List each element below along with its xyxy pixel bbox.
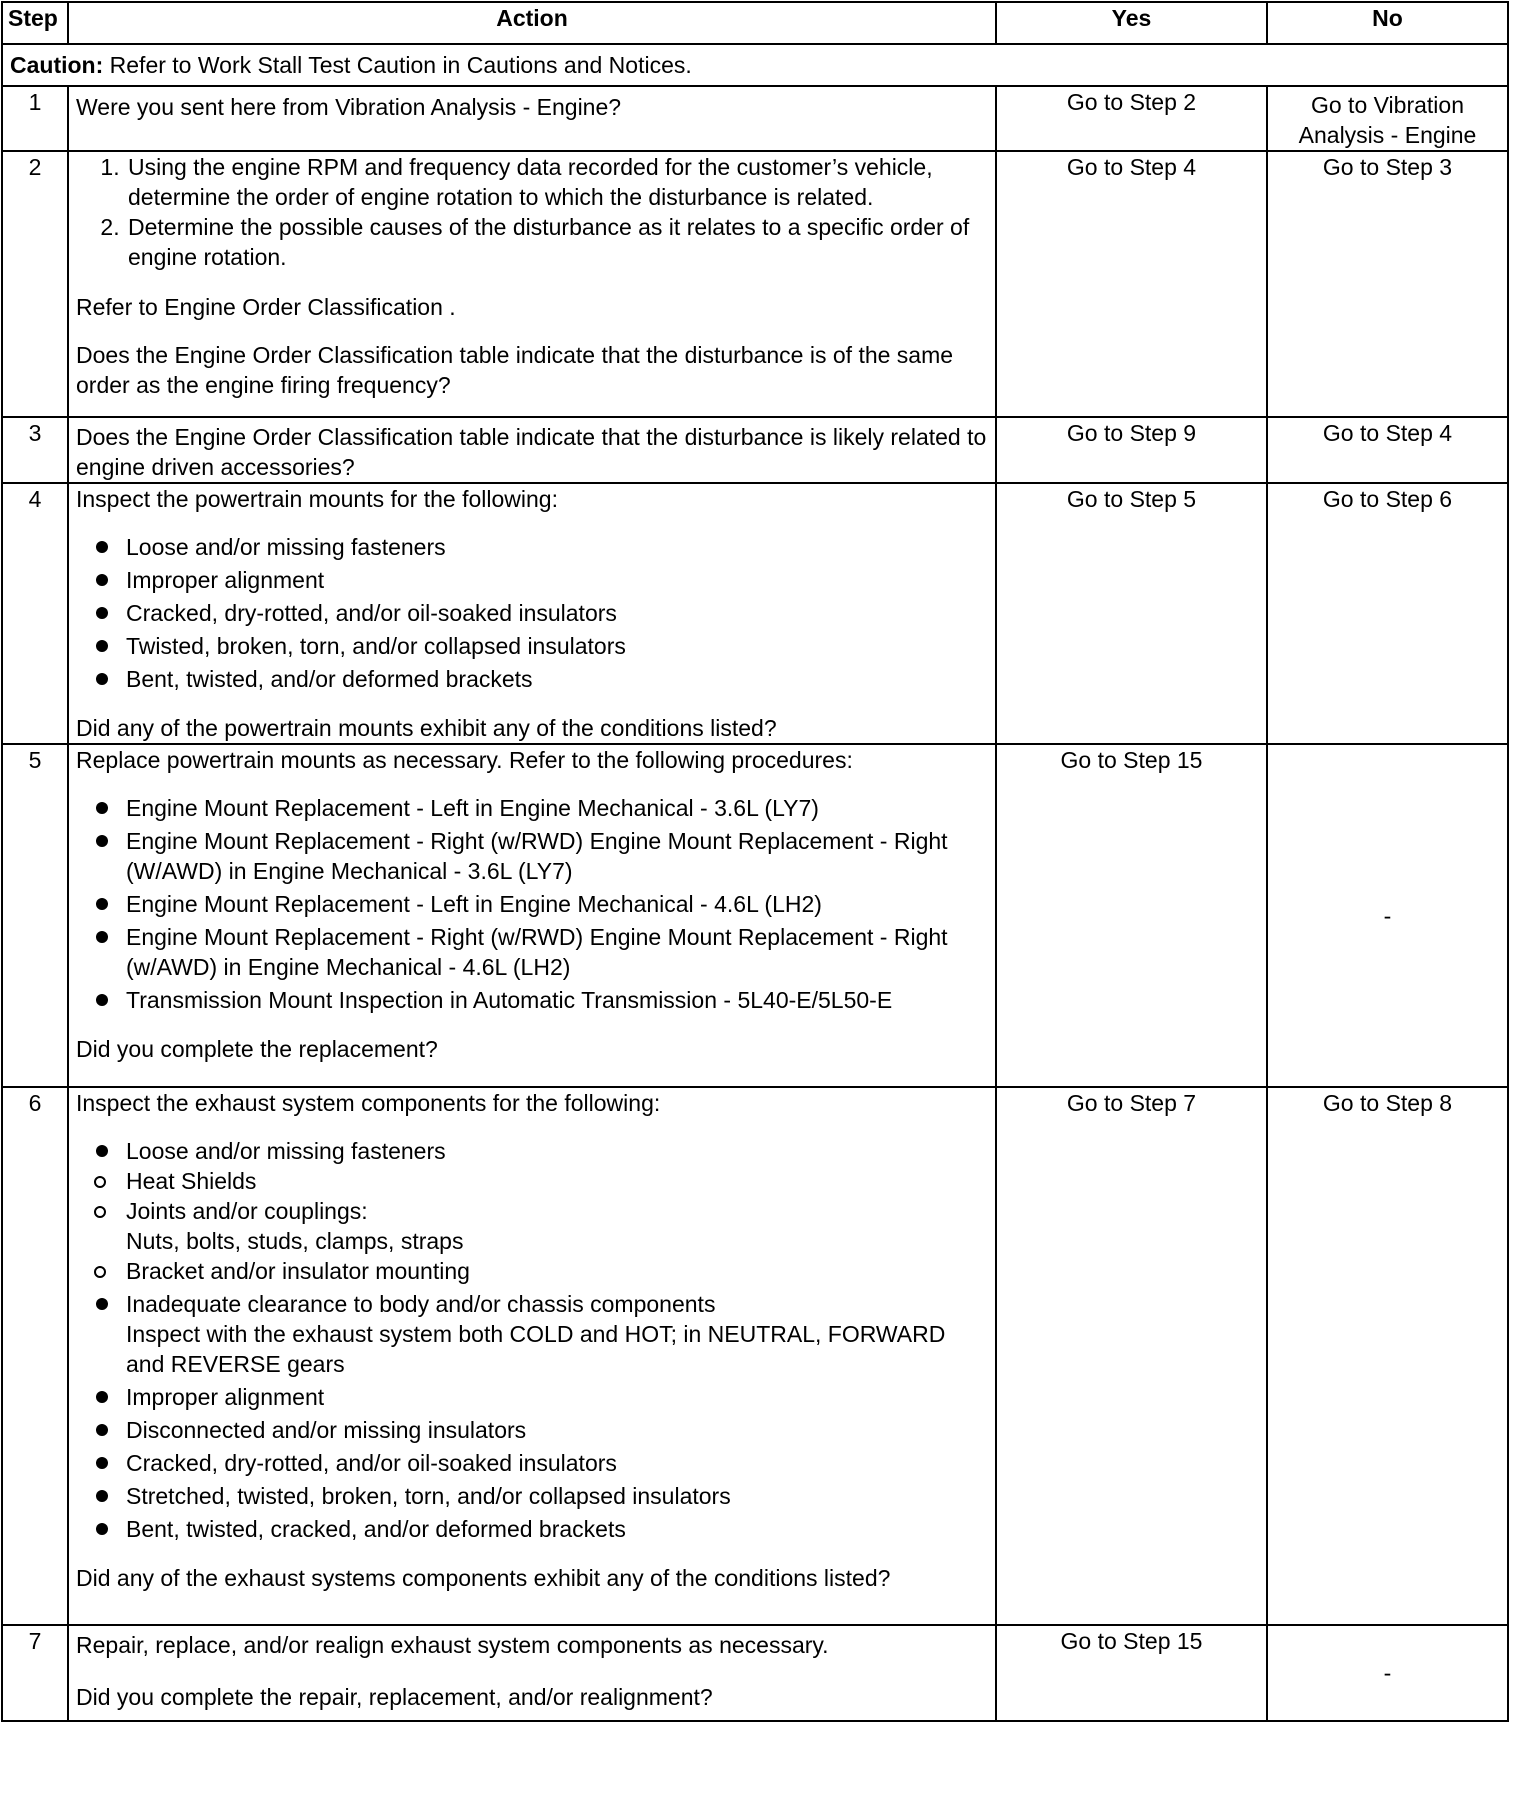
list-item-detail: Inspect with the exhaust system both COLD and HOT; in NEUTRAL, FORWARD and REVERSE gears [126,1321,946,1377]
question-text: Does the Engine Order Classification table indicate that the disturbance is likely related to engine driven accessories? [76,424,987,480]
sub-list-item [76,1196,988,1256]
list-item [76,1289,988,1379]
no-cell: - [1267,1625,1508,1721]
list-item: Cracked, dry-rotted, and/or oil-soaked insulators [76,1448,988,1478]
list-item: Twisted, broken, torn, and/or collapsed insulators [76,631,988,661]
header-action: Action [68,2,996,44]
table-row [2,417,1508,483]
no-cell: Go to Step 8 [1267,1087,1508,1625]
list-item: Improper alignment [76,565,988,595]
no-cell: Go to Step 4 [1267,417,1508,483]
list-item: Improper alignment [76,1382,988,1412]
yes-cell: Go to Step 4 [996,151,1267,417]
list-item: Bent, twisted, and/or deformed brackets [76,664,988,694]
yes-cell: Go to Step 15 [996,744,1267,1087]
numbered-list [76,152,988,272]
no-cell: Go to Step 6 [1267,483,1508,744]
list-item: Disconnected and/or missing insulators [76,1415,988,1445]
step-number: 4 [2,483,68,744]
table-row [2,1087,1508,1625]
list-item: Engine Mount Replacement - Right (w/RWD) Engine Mount Replacement - Right (w/AWD) in Engine Mechanical - 4.6L (LH2) [76,922,988,982]
caution-row [2,44,1508,86]
yes-cell: Go to Step 9 [996,417,1267,483]
question-text: Did you complete the repair, replacement, and/or realignment? [76,1684,713,1710]
list-item: Loose and/or missing fasteners [76,532,988,562]
list-item: Engine Mount Replacement - Left in Engine Mechanical - 4.6L (LH2) [76,889,988,919]
step-number: 2 [2,151,68,417]
action-cell [68,1625,996,1721]
step-number: 6 [2,1087,68,1625]
yes-cell: Go to Step 7 [996,1087,1267,1625]
action-cell [68,151,996,417]
bullet-list [76,1136,988,1544]
sub-list-item: Bracket and/or insulator mounting [76,1256,988,1286]
step-number: 5 [2,744,68,1087]
question-text: Did you complete the replacement? [76,1036,438,1062]
table-row [2,151,1508,417]
list-item [76,1136,988,1286]
header-step: Step [2,2,68,44]
intro-text: Inspect the exhaust system components for the following: [76,1090,661,1116]
table-row [2,744,1508,1087]
list-item: Transmission Mount Inspection in Automatic Transmission - 5L40-E/5L50-E [76,985,988,1015]
caution-label: Caution: [10,52,104,78]
refer-text: Refer to Engine Order Classification . [76,294,456,320]
caution-cell [2,44,1508,86]
yes-cell: Go to Step 2 [996,86,1267,151]
header-yes: Yes [996,2,1267,44]
list-item: Cracked, dry-rotted, and/or oil-soaked insulators [76,598,988,628]
yes-cell: Go to Step 5 [996,483,1267,744]
question-text: Were you sent here from Vibration Analysis - Engine? [76,94,622,120]
list-item: Stretched, twisted, broken, torn, and/or collapsed insulators [76,1481,988,1511]
intro-text: Repair, replace, and/or realign exhaust system components as necessary. [76,1632,829,1658]
sub-list-item: Heat Shields [76,1166,988,1196]
list-item: Engine Mount Replacement - Right (w/RWD) Engine Mount Replacement - Right (W/AWD) in Engine Mechanical - 3.6L (LY7) [76,826,988,886]
question-text: Does the Engine Order Classification table indicate that the disturbance is of the same order as the engine firing frequency? [76,342,954,398]
bullet-list [76,793,988,1015]
intro-text: Inspect the powertrain mounts for the following: [76,486,558,512]
question-text: Did any of the exhaust systems components exhibit any of the conditions listed? [76,1565,891,1591]
list-item: 2. Determine the possible causes of the disturbance as it relates to a specific order of engine rotation. [126,212,988,272]
question-text: Did any of the powertrain mounts exhibit any of the conditions listed? [76,715,777,741]
intro-text: Replace powertrain mounts as necessary. Refer to the following procedures: [76,747,853,773]
action-cell [68,1087,996,1625]
caution-text: Refer to Work Stall Test Caution in Cautions and Notices. [103,52,692,78]
list-item: Bent, twisted, cracked, and/or deformed brackets [76,1514,988,1544]
sub-list-detail: Nuts, bolts, studs, clamps, straps [126,1228,464,1254]
table-row [2,1625,1508,1721]
list-item: Engine Mount Replacement - Left in Engine Mechanical - 3.6L (LY7) [76,793,988,823]
table-row [2,483,1508,744]
list-item-text: Loose and/or missing fasteners [126,1138,446,1164]
header-no: No [1267,2,1508,44]
step-number: 7 [2,1625,68,1721]
step-number: 1 [2,86,68,151]
diagnostic-table [1,1,1509,1722]
action-cell [68,483,996,744]
sub-list [76,1166,988,1286]
list-item: 1. Using the engine RPM and frequency data recorded for the customer’s vehicle, determine the order of engine rotation to which the disturbance is related. [126,152,988,212]
yes-cell: Go to Step 15 [996,1625,1267,1721]
bullet-list [76,532,988,694]
list-item-text: Inadequate clearance to body and/or chassis components [126,1291,716,1317]
action-cell [68,86,996,151]
no-cell: - [1267,744,1508,1087]
action-cell [68,417,996,483]
sub-list-item-text: Joints and/or couplings: [126,1198,368,1224]
step-number: 3 [2,417,68,483]
table-row [2,86,1508,151]
no-cell: Go to Vibration Analysis - Engine [1267,86,1508,151]
header-row [2,2,1508,44]
no-cell: Go to Step 3 [1267,151,1508,417]
action-cell [68,744,996,1087]
